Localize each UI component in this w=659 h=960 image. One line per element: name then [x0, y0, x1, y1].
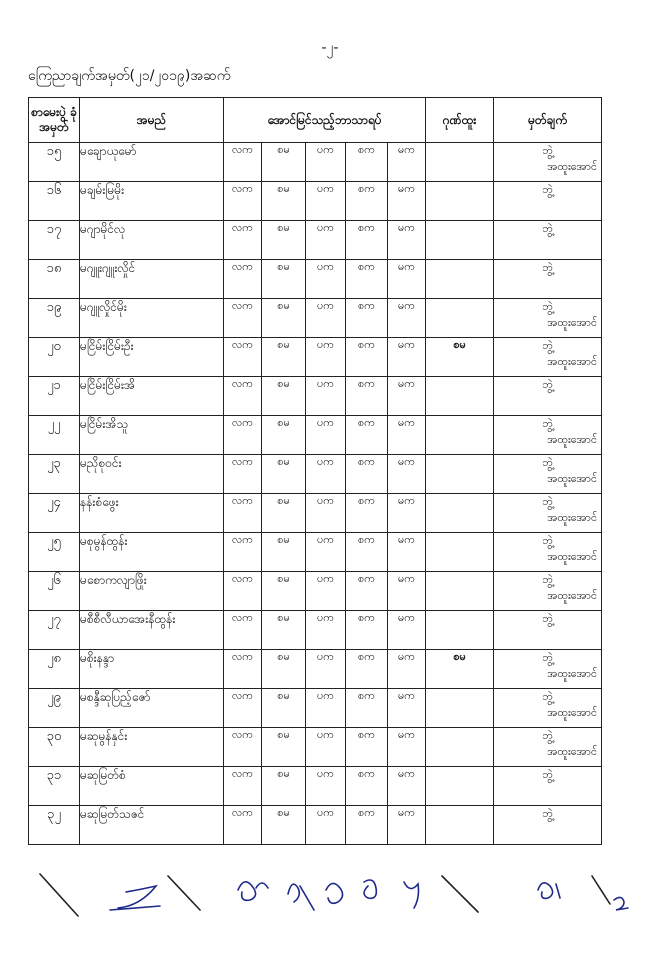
- announcement-heading: ကြေညာချက်အမှတ်(၂၁/၂၀၁၉)အဆက်: [28, 68, 231, 84]
- remark-cell: [494, 728, 602, 767]
- remark-text: ဘွဲ့: [542, 768, 553, 781]
- remark-cell: [494, 806, 602, 845]
- handwritten-signature: [614, 897, 628, 910]
- subject-cell: စက: [346, 143, 388, 182]
- subject-cell: မက: [388, 260, 426, 299]
- remark-text: ဘွဲ့: [542, 573, 553, 586]
- remark-cell: [494, 338, 602, 377]
- distinction-cell: [426, 728, 494, 767]
- table-row: [29, 338, 602, 377]
- subject-cell: လက: [224, 494, 262, 533]
- subject-cell: လက: [224, 338, 262, 377]
- student-name: မစီစီလီယာအေးနီထွန်း: [80, 611, 224, 650]
- subject-cell: စက: [346, 533, 388, 572]
- subject-cell: စမ: [262, 611, 306, 650]
- student-name: မဆုမြတ်စံ: [80, 767, 224, 806]
- remark-cell: [494, 377, 602, 416]
- subject-cell: မက: [388, 767, 426, 806]
- remark-text: ဘွဲ့: [542, 534, 553, 547]
- student-name: မငြိမ်းငြိမ်းအိ: [80, 377, 224, 416]
- distinction-cell: စမ: [426, 338, 494, 377]
- student-name: မဆုမွန်နှင်း: [80, 728, 224, 767]
- student-name: မစန္ဒီဆုပြည့်ဇော်: [80, 689, 224, 728]
- remark-text: ဘွဲ့: [542, 300, 553, 313]
- subject-cell: မက: [388, 143, 426, 182]
- subject-cell: ပက: [306, 494, 346, 533]
- remark-cell: [494, 650, 602, 689]
- distinction-cell: [426, 455, 494, 494]
- distinction-cell: [426, 182, 494, 221]
- remark-cell: [494, 182, 602, 221]
- distinction-cell: [426, 260, 494, 299]
- subject-cell: လက: [224, 143, 262, 182]
- distinction-cell: [426, 416, 494, 455]
- seat-number: ၂၃: [29, 455, 80, 494]
- distinction-cell: [426, 767, 494, 806]
- subject-cell: ပက: [306, 221, 346, 260]
- seat-number: ၃၀: [29, 728, 80, 767]
- table-row: [29, 416, 602, 455]
- student-name: မချောယုမော်: [80, 143, 224, 182]
- subject-cell: စက: [346, 806, 388, 845]
- subject-cell: လက: [224, 533, 262, 572]
- remark-honours: အထူးအောင်: [547, 511, 598, 524]
- remark-cell: [494, 143, 602, 182]
- seat-number: ၁၈: [29, 260, 80, 299]
- student-name: နန်းစံဖွေး: [80, 494, 224, 533]
- subject-cell: စက: [346, 728, 388, 767]
- subject-cell: ပက: [306, 572, 346, 611]
- subject-cell: လက: [224, 650, 262, 689]
- subject-cell: မက: [388, 455, 426, 494]
- remark-text: ဘွဲ့: [542, 339, 553, 352]
- remark-text: ဘွဲ့: [542, 378, 553, 391]
- remark-text: ဘွဲ့: [542, 456, 553, 469]
- remark-cell: [494, 533, 602, 572]
- handwritten-signature: [404, 882, 419, 908]
- subject-cell: မက: [388, 416, 426, 455]
- header-name: အမည်: [80, 98, 224, 143]
- remark-cell: [494, 767, 602, 806]
- remark-text: ဘွဲ့: [542, 183, 553, 196]
- subject-cell: ပက: [306, 806, 346, 845]
- remark-text: ဘွဲ့: [542, 144, 553, 157]
- subject-cell: မက: [388, 182, 426, 221]
- remark-honours: အထူးအောင်: [547, 433, 598, 446]
- subject-cell: လက: [224, 182, 262, 221]
- table-row: [29, 221, 602, 260]
- subject-cell: စမ: [262, 650, 306, 689]
- remark-text: ဘွဲ့: [542, 612, 553, 625]
- subject-cell: ပက: [306, 299, 346, 338]
- table-row: [29, 143, 602, 182]
- subject-cell: စက: [346, 260, 388, 299]
- subject-cell: လက: [224, 806, 262, 845]
- subject-cell: လက: [224, 260, 262, 299]
- subject-cell: စက: [346, 182, 388, 221]
- remark-honours: အထူးအောင်: [547, 589, 598, 602]
- subject-cell: ပက: [306, 455, 346, 494]
- header-remarks: မှတ်ချက်: [494, 98, 602, 143]
- table-row: [29, 611, 602, 650]
- distinction-cell: [426, 377, 494, 416]
- subject-cell: မက: [388, 806, 426, 845]
- seat-number: ၂၅: [29, 533, 80, 572]
- remark-text: ဘွဲ့: [542, 807, 553, 820]
- subject-cell: လက: [224, 377, 262, 416]
- subject-cell: စမ: [262, 455, 306, 494]
- seat-number: ၁၇: [29, 221, 80, 260]
- subject-cell: မက: [388, 650, 426, 689]
- subject-cell: စမ: [262, 806, 306, 845]
- subject-cell: မက: [388, 494, 426, 533]
- student-name: မစောကလျာဖြိုး: [80, 572, 224, 611]
- student-name: မဂျူးဂျူးလှိုင်: [80, 260, 224, 299]
- handwritten-signature: [326, 883, 343, 903]
- subject-cell: စမ: [262, 689, 306, 728]
- subject-cell: စမ: [262, 377, 306, 416]
- subject-cell: စမ: [262, 767, 306, 806]
- remark-cell: [494, 611, 602, 650]
- subject-cell: လက: [224, 689, 262, 728]
- student-name: မဆုမြတ်သဇင်: [80, 806, 224, 845]
- table-row: [29, 455, 602, 494]
- seat-number: ၂၁: [29, 377, 80, 416]
- distinction-cell: [426, 494, 494, 533]
- distinction-cell: စမ: [426, 650, 494, 689]
- remark-cell: [494, 689, 602, 728]
- subject-cell: ပက: [306, 650, 346, 689]
- seat-number: ၂၂: [29, 416, 80, 455]
- seat-number: ၁၉: [29, 299, 80, 338]
- remark-cell: [494, 299, 602, 338]
- seat-number: ၂၆: [29, 572, 80, 611]
- remark-text: ဘွဲ့: [542, 690, 553, 703]
- subject-cell: လက: [224, 572, 262, 611]
- subject-cell: စမ: [262, 728, 306, 767]
- subject-cell: မက: [388, 377, 426, 416]
- subject-cell: လက: [224, 767, 262, 806]
- subject-cell: ပက: [306, 767, 346, 806]
- subject-cell: လက: [224, 611, 262, 650]
- table-row: [29, 650, 602, 689]
- subject-cell: စက: [346, 689, 388, 728]
- remark-text: ဘွဲ့: [542, 729, 553, 742]
- distinction-cell: [426, 806, 494, 845]
- subject-cell: ပက: [306, 182, 346, 221]
- remark-honours: အထူးအောင်: [547, 316, 598, 329]
- subject-cell: လက: [224, 416, 262, 455]
- remark-text: ဘွဲ့: [542, 651, 553, 664]
- student-name: မချမ်းမြမိုး: [80, 182, 224, 221]
- subject-cell: စက: [346, 767, 388, 806]
- subject-cell: စက: [346, 221, 388, 260]
- subject-cell: မက: [388, 299, 426, 338]
- remark-text: ဘွဲ့: [542, 495, 553, 508]
- remark-cell: [494, 221, 602, 260]
- table-row: [29, 572, 602, 611]
- subject-cell: စမ: [262, 221, 306, 260]
- handwritten-signature: [538, 883, 560, 899]
- diagonal-mark: [168, 876, 200, 910]
- subject-cell: လက: [224, 299, 262, 338]
- subject-cell: စက: [346, 650, 388, 689]
- distinction-cell: [426, 221, 494, 260]
- remark-honours: အထူးအောင်: [547, 160, 598, 173]
- subject-cell: မက: [388, 221, 426, 260]
- student-name: မဂျူလှိုင်မိုး: [80, 299, 224, 338]
- subject-cell: မက: [388, 338, 426, 377]
- remark-text: ဘွဲ့: [542, 261, 553, 274]
- subject-cell: စမ: [262, 182, 306, 221]
- distinction-cell: [426, 143, 494, 182]
- header-number: စာမေးပွဲ ခုံအမှတ်: [29, 98, 80, 143]
- subject-cell: မက: [388, 611, 426, 650]
- subject-cell: စက: [346, 416, 388, 455]
- subject-cell: စမ: [262, 338, 306, 377]
- distinction-cell: [426, 689, 494, 728]
- subject-cell: လက: [224, 728, 262, 767]
- subject-cell: စက: [346, 299, 388, 338]
- page-number: -၂-: [321, 40, 339, 56]
- distinction-cell: [426, 299, 494, 338]
- table-row: [29, 377, 602, 416]
- student-name: မစုမွန်ထွန်း: [80, 533, 224, 572]
- remark-honours: အထူးအောင်: [547, 355, 598, 368]
- subject-cell: မက: [388, 689, 426, 728]
- signature-area: [0, 860, 659, 960]
- subject-cell: စမ: [262, 416, 306, 455]
- table-row: [29, 533, 602, 572]
- seat-number: ၂၉: [29, 689, 80, 728]
- table-row: [29, 260, 602, 299]
- subject-cell: ပက: [306, 377, 346, 416]
- subject-cell: ပက: [306, 611, 346, 650]
- student-name: မစိုးနန္ဒာ: [80, 650, 224, 689]
- remark-honours: အထူးအောင်: [547, 550, 598, 563]
- seat-number: ၁၅: [29, 143, 80, 182]
- remark-cell: [494, 416, 602, 455]
- table-row: [29, 767, 602, 806]
- subject-cell: စမ: [262, 572, 306, 611]
- student-name: မဂျာမိုင်လု: [80, 221, 224, 260]
- subject-cell: ပက: [306, 416, 346, 455]
- subject-cell: ပက: [306, 338, 346, 377]
- table-row: [29, 806, 602, 845]
- subject-cell: ပက: [306, 728, 346, 767]
- subject-cell: စက: [346, 338, 388, 377]
- table-row: [29, 182, 602, 221]
- remark-cell: [494, 572, 602, 611]
- seat-number: ၃၁: [29, 767, 80, 806]
- subject-cell: စမ: [262, 260, 306, 299]
- subject-cell: လက: [224, 455, 262, 494]
- remark-cell: [494, 494, 602, 533]
- header-distinction: ဂုဏ်ထူး: [426, 98, 494, 143]
- subject-cell: စမ: [262, 143, 306, 182]
- handwritten-signature: [364, 880, 376, 898]
- remark-honours: အထူးအောင်: [547, 706, 598, 719]
- subject-cell: ပက: [306, 260, 346, 299]
- seat-number: ၁၆: [29, 182, 80, 221]
- subject-cell: စမ: [262, 299, 306, 338]
- header-subjects: အောင်မြင်သည့်ဘာသာရပ်: [224, 98, 426, 143]
- handwritten-signature: [288, 884, 314, 910]
- subject-cell: ပက: [306, 143, 346, 182]
- table-header-row: [29, 98, 602, 143]
- diagonal-mark: [40, 874, 78, 916]
- seat-number: ၃၂: [29, 806, 80, 845]
- remark-text: ဘွဲ့: [542, 222, 553, 235]
- remark-text: ဘွဲ့: [542, 417, 553, 430]
- subject-cell: ပက: [306, 689, 346, 728]
- subject-cell: စက: [346, 377, 388, 416]
- remark-honours: အထူးအောင်: [547, 472, 598, 485]
- distinction-cell: [426, 572, 494, 611]
- table-row: [29, 689, 602, 728]
- student-name: မညိုစုဝင်း: [80, 455, 224, 494]
- table-row: [29, 494, 602, 533]
- subject-cell: ပက: [306, 533, 346, 572]
- distinction-cell: [426, 611, 494, 650]
- subject-cell: စက: [346, 494, 388, 533]
- remark-honours: အထူးအောင်: [547, 667, 598, 680]
- subject-cell: စမ: [262, 533, 306, 572]
- subject-cell: မက: [388, 728, 426, 767]
- subject-cell: မက: [388, 572, 426, 611]
- subject-cell: လက: [224, 221, 262, 260]
- handwritten-signature: [238, 882, 268, 901]
- diagonal-mark: [592, 876, 610, 904]
- remark-cell: [494, 455, 602, 494]
- subject-cell: စက: [346, 455, 388, 494]
- handwritten-signature: [110, 886, 160, 910]
- seat-number: ၂၄: [29, 494, 80, 533]
- diagonal-mark: [442, 876, 478, 912]
- table-row: [29, 299, 602, 338]
- student-name: မငြိမ်းအိသူ: [80, 416, 224, 455]
- subject-cell: စမ: [262, 494, 306, 533]
- seat-number: ၂၀: [29, 338, 80, 377]
- seat-number: ၂၈: [29, 650, 80, 689]
- student-name: မငြိမ်းငြိမ်းဦး: [80, 338, 224, 377]
- subject-cell: မက: [388, 533, 426, 572]
- results-table: [28, 97, 602, 845]
- table-row: [29, 728, 602, 767]
- remark-honours: အထူးအောင်: [547, 745, 598, 758]
- subject-cell: စက: [346, 572, 388, 611]
- seat-number: ၂၇: [29, 611, 80, 650]
- subject-cell: စက: [346, 611, 388, 650]
- remark-cell: [494, 260, 602, 299]
- distinction-cell: [426, 533, 494, 572]
